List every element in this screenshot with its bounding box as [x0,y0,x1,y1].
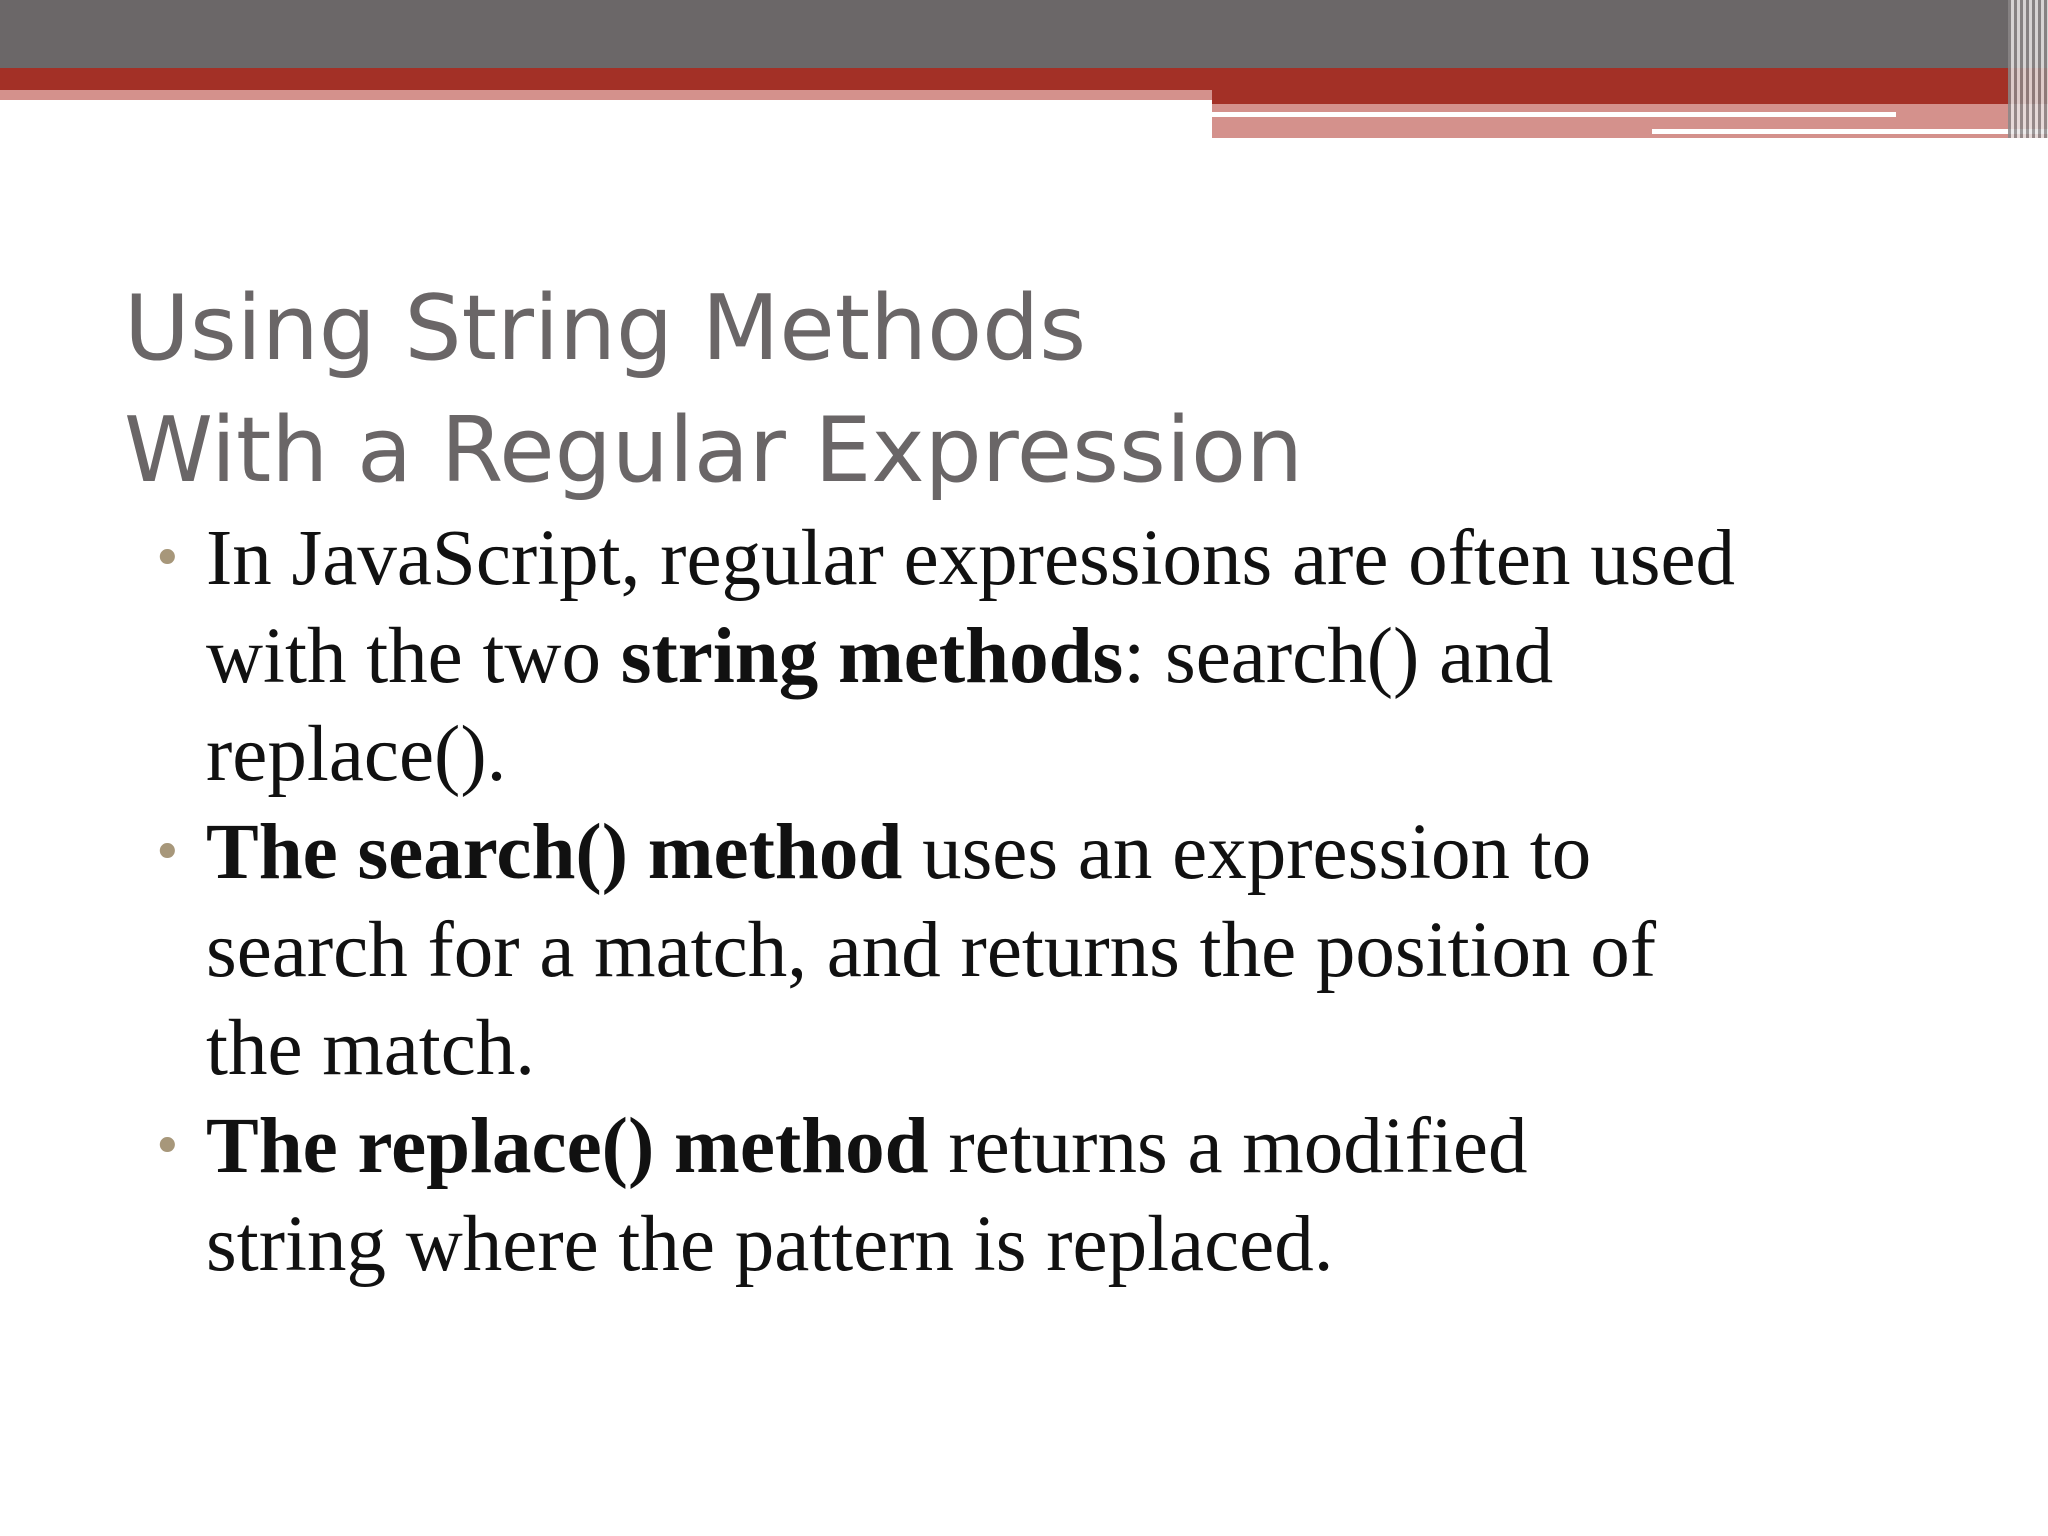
header-band-red-right [1212,68,2048,104]
bullet-text: In JavaScript, regular expressions are often used [206,515,1736,602]
bullet-item [150,1098,1950,1294]
bullet-text-bold: The search() method [206,809,903,896]
header-band-gray [0,0,2048,68]
header-accent-line [1652,129,2048,134]
bullet-text: with the two [206,613,621,700]
slide-title [124,268,1924,512]
bullet-line [206,902,1950,1000]
bullet-text-bold: string methods [620,613,1124,700]
bullet-list [150,510,1950,1294]
bullet-line [206,706,1950,804]
title-line: Using String Methods [124,276,1087,381]
bullet-text: uses an expression to [902,809,1592,896]
bullet-item [150,804,1950,1098]
header-stripes [2008,0,2048,138]
header-band-red [0,68,1212,90]
bullet-line [206,804,1950,902]
bullet-line [206,1000,1950,1098]
bullet-text: : search() and [1123,613,1554,700]
bullet-text: the match. [206,1005,536,1092]
bullet-text: returns a modified [928,1103,1528,1190]
bullet-text: string where the pattern is replaced. [206,1201,1334,1288]
bullet-dot-icon: • [152,1117,183,1177]
bullet-line [206,1098,1950,1196]
bullet-text-bold: The replace() method [206,1103,929,1190]
bullet-item [150,510,1950,804]
bullet-dot-icon: • [152,823,183,883]
title-line: With a Regular Expression [124,398,1304,503]
bullet-dot-icon: • [152,529,183,589]
bullet-text: search for a match, and returns the position of [206,907,1657,994]
bullet-line [206,1196,1950,1294]
header-band-pink [0,90,1212,100]
bullet-line [206,510,1950,608]
header-accent-line [1212,112,1896,117]
bullet-text: replace(). [206,711,507,798]
bullet-line [206,608,1950,706]
